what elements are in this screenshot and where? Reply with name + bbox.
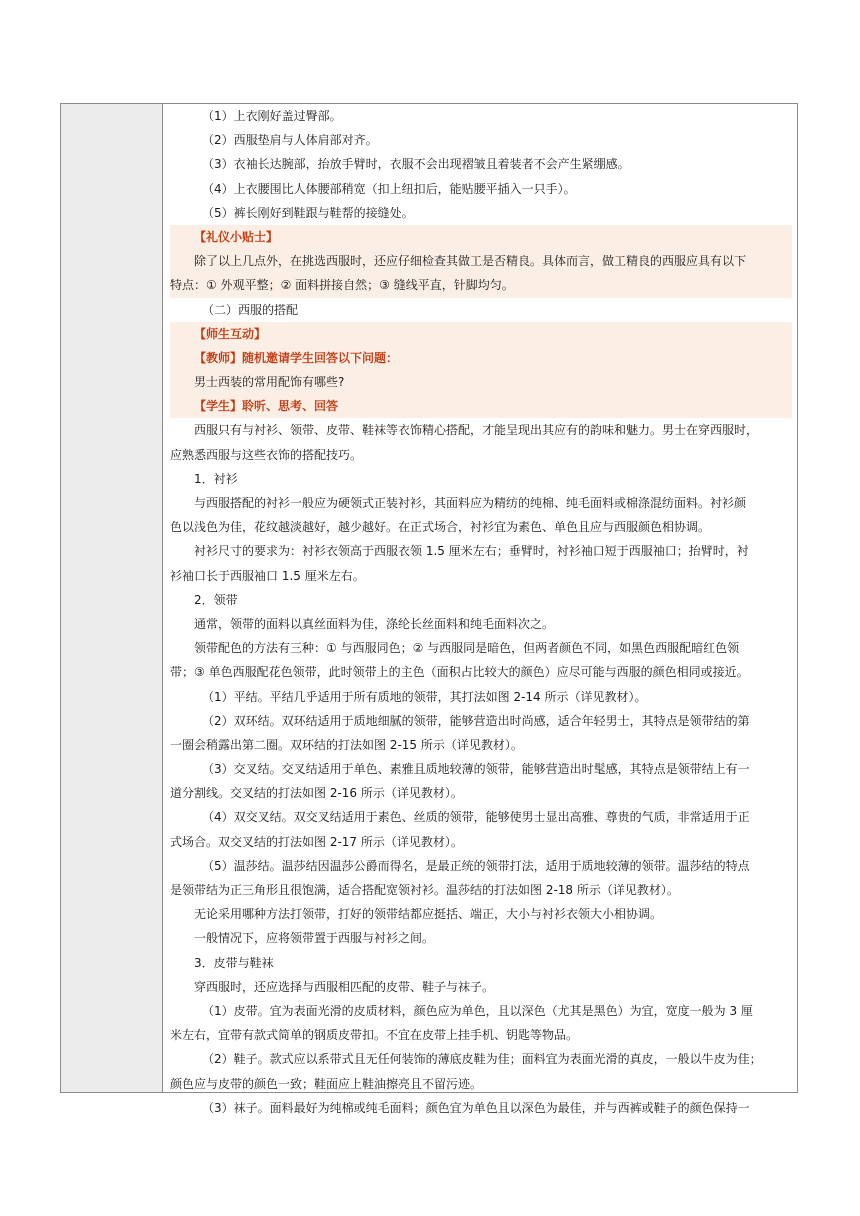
- content-column: [170, 104, 792, 1120]
- text-line: 通常，领带的面料以真丝面料为佳，涤纶长丝面料和纯毛面料次之。: [194, 616, 555, 631]
- text-line: 【师生互动】: [170, 322, 792, 346]
- text-line: 应熟悉西服与这些衣饰的搭配技巧。: [170, 447, 363, 462]
- text-line: 道分割线。交叉结的打法如图 2-16 所示（详见教材）。: [170, 786, 463, 801]
- left-label-column: [61, 104, 163, 1092]
- text-line: 带；③ 单色西服配花色领带，此时领带上的主色（面积占比较大的颜色）应尽可能与西服的颜色相同或接近。: [170, 665, 749, 680]
- text-line: 衬衫尺寸的要求为：衬衫衣领高于西服衣领 1.5 厘米左右；垂臂时，衬衫袖口短于西服袖口；抬臂时，衬: [194, 544, 749, 559]
- text-line: （5）裤长刚好到鞋跟与鞋帮的接缝处。: [202, 205, 414, 220]
- text-line: （1）皮带。宜为表面光滑的皮质材料，颜色应为单色，且以深色（尤其是黑色）为宜，宽度一般为 3 厘: [202, 1003, 753, 1018]
- text-line: 米左右，宜带有款式简单的钢质皮带扣。不宜在皮带上挂手机、钥匙等物品。: [170, 1028, 579, 1043]
- text-line: 一般情况下，应将领带置于西服与衬衫之间。: [194, 931, 435, 946]
- text-line: （2）西服垫肩与人体肩部对齐。: [202, 133, 378, 148]
- document-table: [60, 103, 798, 1115]
- text-line: 穿西服时，还应选择与西服相匹配的皮带、鞋子与袜子。: [194, 979, 495, 994]
- text-line: （3）交叉结。交叉结适用于单色、素雅且质地较薄的领带，能够营造出时髦感，其特点是领带结上有一: [202, 762, 750, 777]
- text-line: 是领带结为正三角形且很饱满，适合搭配宽领衬衫。温莎结的打法如图 2-18 所示（详见教材）。: [170, 883, 679, 897]
- text-line: （3）袜子。面料最好为纯棉或纯毛面料；颜色宜为单色且以深色为最佳，并与西裤或鞋子的颜色保持一: [202, 1100, 750, 1115]
- text-line: 颜色应与皮带的颜色一致；鞋面应上鞋油擦亮且不留污迹。: [170, 1076, 483, 1091]
- text-line: （2）双环结。双环结适用于质地细腻的领带，能够营造出时尚感，适合年轻男士，其特点是领带结的第: [202, 713, 750, 728]
- text-line: 【教师】随机邀请学生回答以下问题：: [170, 346, 792, 370]
- text-line: 【学生】聆听、思考、回答: [170, 394, 792, 418]
- text-line: （4）上衣腰围比人体腰部稍宽（扣上纽扣后，能贴腰平插入一只手）。: [202, 181, 576, 196]
- text-line: （二）西服的搭配: [202, 302, 299, 317]
- text-line: （4）双交叉结。双交叉结适用于素色、丝质的领带，能够使男士显出高雅、尊贵的气质，非常适用于正: [202, 810, 750, 825]
- text-line: 衫袖口长于西服袖口 1.5 厘米左右。: [170, 568, 365, 583]
- text-line: （1）上衣刚好盖过臀部。: [202, 109, 342, 123]
- text-line: （3）衣袖长达腕部，抬放手臂时，衣服不会出现褶皱且着装者不会产生紧绷感。: [202, 157, 630, 172]
- text-line: 色以浅色为佳，花纹越淡越好，越少越好。在正式场合，衬衫宜为素色、单色且应与西服颜色相协调。: [170, 520, 711, 535]
- text-line: 特点：① 外观平整；② 面料拼接自然；③ 缝线平直，针脚均匀。: [170, 273, 792, 297]
- text-line: 3．皮带与鞋袜: [194, 955, 274, 970]
- text-line: 【礼仪小贴士】: [170, 225, 792, 249]
- text-line: （2）鞋子。款式应以系带式且无任何装饰的薄底皮鞋为佳；面料宜为表面光滑的真皮，一般以牛皮为佳；: [202, 1052, 762, 1067]
- text-line: 与西服搭配的衬衫一般应为硬领式正装衬衫，其面料应为精纺的纯棉、纯毛面料或棉涤混纺面料。衬衫颜: [194, 496, 747, 510]
- text-line: 1．衬衫: [194, 471, 238, 486]
- text-line: 除了以上几点外，在挑选西服时，还应仔细检查其做工是否精良。具体而言，做工精良的西服应具有以下: [170, 249, 792, 273]
- text-line: （5）温莎结。温莎结因温莎公爵而得名，是最正统的领带打法，适用于质地较薄的领带。温莎结的特点: [202, 858, 750, 873]
- text-line: 式场合。双交叉结的打法如图 2-17 所示（详见教材）。: [170, 834, 463, 849]
- text-line: 2．领带: [194, 592, 238, 607]
- text-line: 一圈会稍露出第二圈。双环结的打法如图 2-15 所示（详见教材）。: [170, 737, 523, 752]
- text-line: （1）平结。平结几乎适用于所有质地的领带，其打法如图 2-14 所示（详见教材）。: [202, 689, 647, 704]
- text-line: 男士西装的常用配饰有哪些?: [170, 370, 792, 394]
- text-line: 领带配色的方法有三种：① 与西服同色；② 与西服同是暗色，但两者颜色不同，如黑色西服配暗红色领: [194, 641, 740, 656]
- text-line: 无论采用哪种方法打领带，打好的领带结都应挺括、端正，大小与衬衫衣领大小相协调。: [194, 907, 663, 922]
- text-line: 西服只有与衬衫、领带、皮带、鞋袜等衣饰精心搭配，才能呈现出其应有的韵味和魅力。男士在穿西服时，: [194, 423, 759, 438]
